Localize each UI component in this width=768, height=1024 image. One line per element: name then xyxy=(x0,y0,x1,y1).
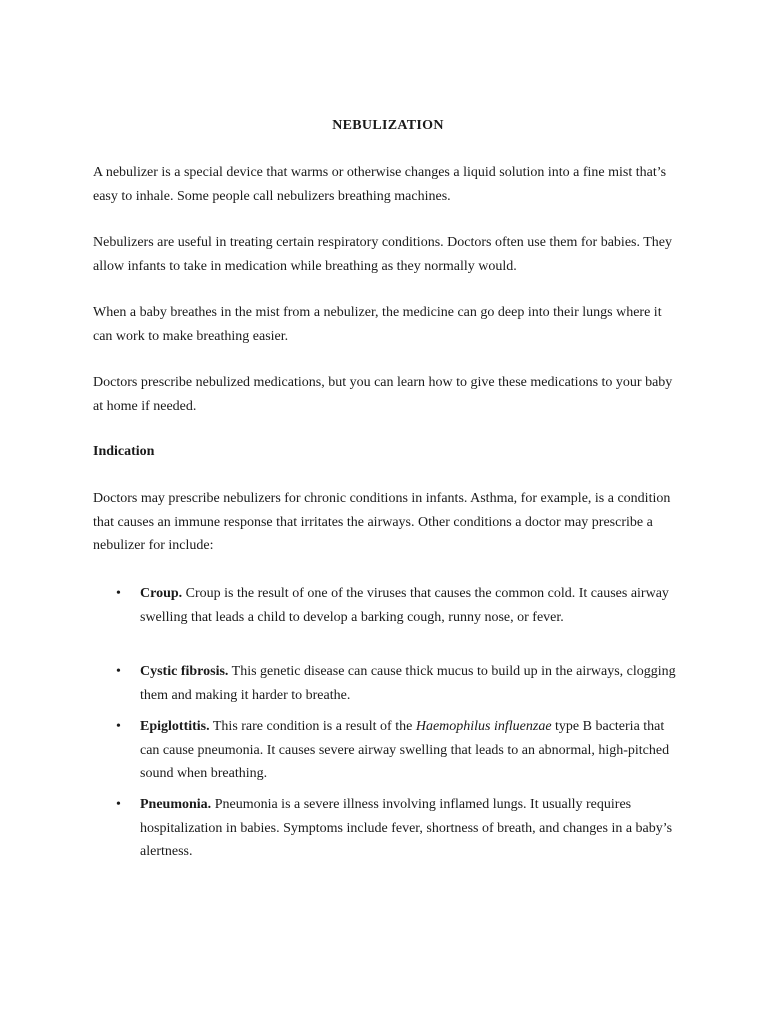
list-item-text xyxy=(140,660,680,707)
bullet-icon: • xyxy=(116,586,121,601)
bullet-icon: • xyxy=(116,719,121,734)
paragraph-definition: A nebulizer is a special device that warms or otherwise changes a liquid solution into a fine mist that’s easy to inhale. Some people call nebulizers breathing machines. xyxy=(93,165,667,204)
document-title: NEBULIZATION xyxy=(332,118,444,133)
list-item-term: Epiglottitis. xyxy=(140,719,210,734)
list-item-text xyxy=(140,793,680,864)
list-item-text xyxy=(140,715,680,786)
list-item-term: Cystic fibrosis. xyxy=(140,664,229,679)
list-item-description-cont: type B bacteria that can cause pneumonia. It causes severe airway swelling that leads to an abnormal, high-pitched sound when breathing. xyxy=(140,719,670,781)
organism-name: Haemophilus influenzae xyxy=(415,719,552,734)
list-item-description: Croup is the result of one of the viruses that causes the common cold. It causes airway swelling that leads a child to develop a barking cough, runny nose, or fever. xyxy=(140,586,669,625)
list-item-description: Pneumonia is a severe illness involving inflamed lungs. It usually requires hospitalization in babies. Symptoms include fever, shortness of breath, and changes in a baby’s alertness. xyxy=(140,797,673,859)
section-heading-indication: Indication xyxy=(93,444,155,459)
bullet-icon: • xyxy=(116,797,121,812)
paragraph-indication-intro: Doctors may prescribe nebulizers for chronic conditions in infants. Asthma, for example, is a condition that causes an immune response that irritates the airways. Other conditions a doctor may prescribe a nebulizer for include: xyxy=(93,491,671,553)
paragraph-home-use: Doctors prescribe nebulized medications, but you can learn how to give these medications to your baby at home if needed. xyxy=(93,375,673,414)
paragraph-uses: Nebulizers are useful in treating certain respiratory conditions. Doctors often use them for babies. They allow infants to take in medication while breathing as they normally would. xyxy=(93,235,672,274)
list-item-description: This rare condition is a result of the xyxy=(209,719,416,734)
list-item-term: Croup. xyxy=(140,586,183,601)
list-item-description: This genetic disease can cause thick mucus to build up in the airways, clogging them and making it harder to breathe. xyxy=(140,664,676,703)
list-item-term: Pneumonia. xyxy=(140,797,212,812)
list-item-text xyxy=(140,582,680,629)
paragraph-mechanism: When a baby breathes in the mist from a nebulizer, the medicine can go deep into their lungs where it can work to make breathing easier. xyxy=(93,305,662,344)
bullet-icon: • xyxy=(116,664,121,679)
